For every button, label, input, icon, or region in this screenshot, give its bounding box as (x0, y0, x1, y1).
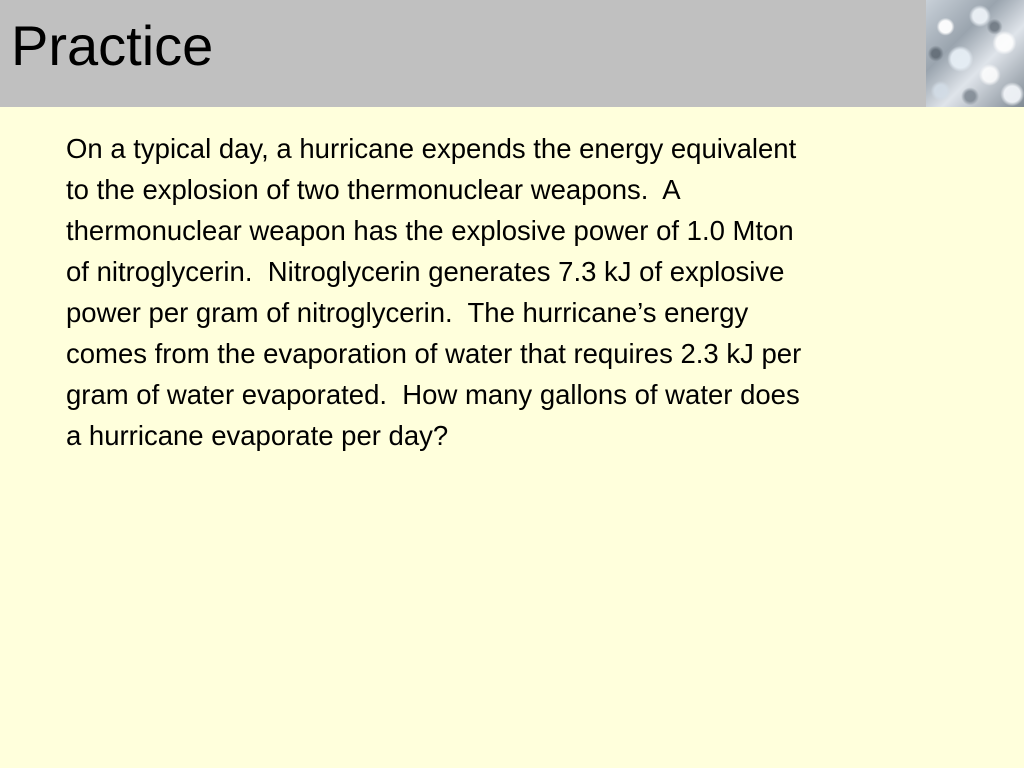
problem-text-line: of nitroglycerin. Nitroglycerin generates 7.3 kJ of explosive (66, 256, 785, 287)
ice-texture-image (926, 0, 1024, 107)
problem-text-line: a hurricane evaporate per day? (66, 420, 449, 451)
problem-text-line: comes from the evaporation of water that requires 2.3 kJ per (66, 338, 802, 369)
slide-title: Practice (11, 14, 214, 77)
title-bar (0, 0, 926, 107)
problem-text-line: power per gram of nitroglycerin. The hurricane’s energy (66, 297, 749, 328)
problem-text-line: On a typical day, a hurricane expends the energy equivalent (66, 133, 797, 164)
problem-text-line: to the explosion of two thermonuclear weapons. A (66, 174, 681, 205)
problem-text (66, 128, 996, 456)
problem-text-line: gram of water evaporated. How many gallons of water does (66, 379, 800, 410)
problem-text-line: thermonuclear weapon has the explosive power of 1.0 Mton (66, 215, 794, 246)
